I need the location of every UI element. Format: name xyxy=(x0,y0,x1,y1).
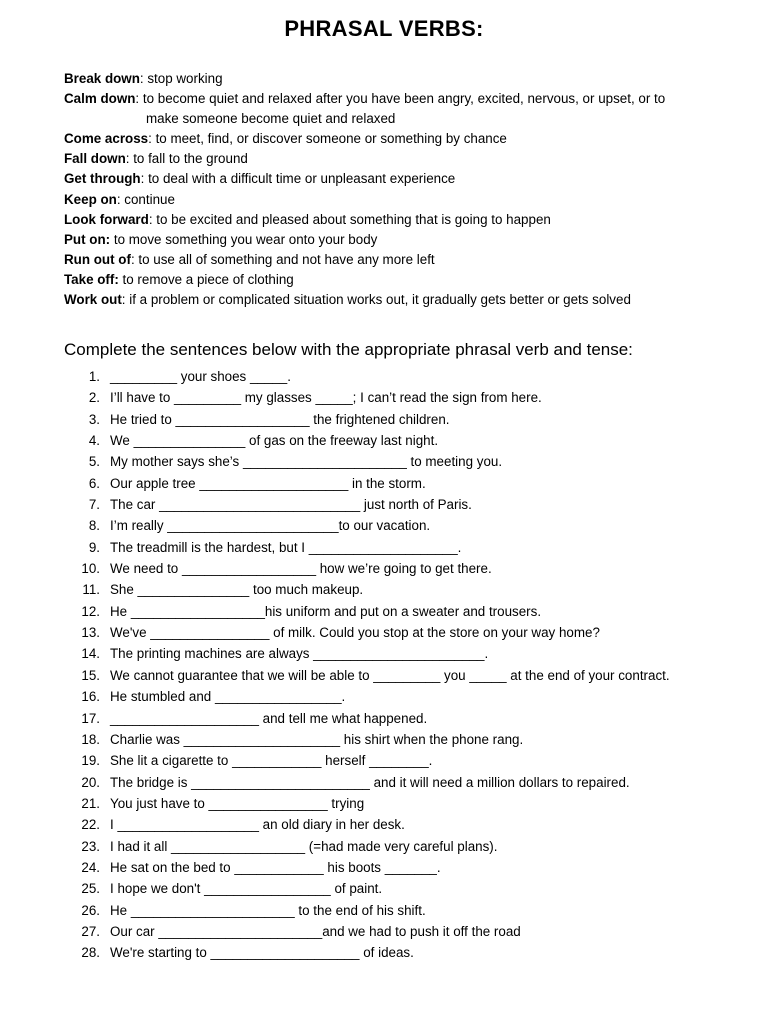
sentence-number: 10. xyxy=(81,561,100,577)
sentence-item xyxy=(0,643,768,664)
sentence-text: He sat on the bed to ____________ his boots _______. xyxy=(110,859,441,875)
definition-item xyxy=(64,290,744,310)
definition-term: Take off: xyxy=(64,271,119,287)
definition-text: to remove a piece of clothing xyxy=(122,271,294,287)
sentence-text: I’m really _______________________to our vacation. xyxy=(110,518,431,534)
sentence-item xyxy=(0,515,768,536)
sentence-item xyxy=(0,772,768,793)
sentence-item xyxy=(0,366,768,387)
sentence-item xyxy=(0,451,768,472)
sentence-item xyxy=(0,942,768,963)
definition-separator: : xyxy=(140,171,149,187)
sentence-number: 2. xyxy=(88,390,100,406)
definition-text: to deal with a difficult time or unpleasant experience xyxy=(148,171,456,187)
sentence-number: 15. xyxy=(81,667,100,683)
sentence-number: 17. xyxy=(81,710,100,726)
definition-term: Fall down xyxy=(64,151,126,167)
definition-term: Work out xyxy=(64,292,122,308)
definition-item xyxy=(64,210,744,230)
definition-item xyxy=(64,169,744,189)
sentence-text: He __________________his uniform and put on a sweater and trousers. xyxy=(110,603,542,619)
definition-item xyxy=(64,69,744,89)
sentence-number: 19. xyxy=(81,753,100,769)
definition-term: Put on: xyxy=(64,231,111,247)
sentence-item xyxy=(0,430,768,451)
definition-item xyxy=(64,149,744,169)
definition-term: Keep on xyxy=(64,191,117,207)
page-title: PHRASAL VERBS: xyxy=(284,16,484,41)
definition-item xyxy=(64,250,744,270)
sentence-text: Our car ______________________and we had to push it off the road xyxy=(110,923,521,939)
definition-item xyxy=(64,230,744,250)
sentence-item xyxy=(0,601,768,622)
sentence-number: 11. xyxy=(82,582,100,598)
sentence-text: He ______________________ to the end of his shift. xyxy=(110,902,426,918)
sentence-number: 26. xyxy=(81,902,100,918)
sentence-item xyxy=(0,793,768,814)
sentence-number: 4. xyxy=(88,433,100,449)
sentence-text: I ___________________ an old diary in her desk. xyxy=(110,817,405,833)
sentence-text: He tried to __________________ the frightened children. xyxy=(110,411,450,427)
definition-text: stop working xyxy=(147,71,223,86)
sentence-item xyxy=(0,665,768,686)
sentence-item xyxy=(0,814,768,835)
sentence-item xyxy=(0,558,768,579)
sentence-text: The car ___________________________ just north of Paris. xyxy=(110,497,472,513)
definition-continuation: make someone become quiet and relaxed xyxy=(146,111,396,127)
sentence-item xyxy=(0,836,768,857)
definition-term: Get through xyxy=(64,171,141,187)
sentence-item xyxy=(0,878,768,899)
sentence-text: She lit a cigarette to ____________ herself ________. xyxy=(110,753,433,769)
sentence-text: We're starting to ____________________ of ideas. xyxy=(110,945,414,961)
sentence-text: The bridge is ________________________ and it will need a million dollars to repaired. xyxy=(110,774,630,790)
sentence-text: Our apple tree ____________________ in the storm. xyxy=(110,475,426,491)
sentence-number: 8. xyxy=(88,518,100,534)
sentence-item xyxy=(0,622,768,643)
sentence-item xyxy=(0,750,768,771)
definition-separator: : xyxy=(135,91,143,107)
definition-item xyxy=(64,89,744,129)
sentence-number: 21. xyxy=(81,795,100,811)
sentence-item xyxy=(0,494,768,515)
sentence-number: 14. xyxy=(81,646,100,662)
sentence-item xyxy=(0,857,768,878)
definition-separator: : xyxy=(116,191,125,207)
definition-separator: : xyxy=(125,151,134,167)
sentence-number: 28. xyxy=(81,945,100,961)
definition-term: Look forward xyxy=(64,211,149,227)
sentence-number: 13. xyxy=(81,625,100,641)
definition-text: continue xyxy=(124,191,175,207)
sentence-item xyxy=(0,686,768,707)
sentence-item xyxy=(0,473,768,494)
definition-item xyxy=(64,190,744,210)
sentence-item xyxy=(0,708,768,729)
definition-separator: : xyxy=(148,211,157,227)
sentence-text: We cannot guarantee that we will be able to _________ you _____ at the end of your contract. xyxy=(110,667,670,683)
sentence-number: 3. xyxy=(88,411,100,427)
definition-term: Break down xyxy=(64,71,140,86)
sentence-item xyxy=(0,409,768,430)
definition-term: Calm down xyxy=(64,91,136,107)
sentence-number: 12. xyxy=(81,603,100,619)
sentence-number: 27. xyxy=(81,923,100,939)
sentence-text: I had it all __________________ (=had made very careful plans). xyxy=(110,838,498,854)
sentence-text: My mother says she’s ______________________ to meeting you. xyxy=(110,454,503,470)
sentence-number: 6. xyxy=(88,475,100,491)
definition-text: to meet, find, or discover someone or something by chance xyxy=(155,131,507,147)
definitions-list xyxy=(64,69,744,310)
sentence-list xyxy=(0,366,768,964)
sentence-text: We _______________ of gas on the freeway last night. xyxy=(110,433,439,449)
sentence-item xyxy=(0,900,768,921)
sentence-text: She _______________ too much makeup. xyxy=(110,582,364,598)
definition-text: if a problem or complicated situation works out, it gradually gets better or gets solved xyxy=(129,292,631,308)
instructions: Complete the sentences below with the appropriate phrasal verb and tense: xyxy=(64,340,633,359)
sentence-text: You just have to ________________ trying xyxy=(110,795,365,811)
definition-item xyxy=(64,129,744,149)
sentence-number: 23. xyxy=(81,838,100,854)
sentence-text: He stumbled and _________________. xyxy=(110,689,346,705)
sentence-item xyxy=(0,387,768,408)
sentence-text: The printing machines are always _______________________. xyxy=(110,646,489,662)
definition-separator: : xyxy=(148,131,156,147)
sentence-text: The treadmill is the hardest, but I ____________________. xyxy=(110,539,462,555)
sentence-text: ____________________ and tell me what happened. xyxy=(110,710,428,726)
sentence-number: 16. xyxy=(81,689,100,705)
definition-text: to become quiet and relaxed after you have been angry, excited, nervous, or upset, or to xyxy=(142,91,666,107)
sentence-number: 20. xyxy=(81,774,100,790)
definition-term: Run out of xyxy=(64,251,131,267)
definition-item xyxy=(64,270,744,290)
definition-text: to be excited and pleased about something that is going to happen xyxy=(156,211,551,227)
definition-text: to fall to the ground xyxy=(133,151,248,167)
sentence-number: 7. xyxy=(88,497,100,513)
sentence-item xyxy=(0,921,768,942)
definition-separator: : xyxy=(121,292,130,308)
sentence-text: Charlie was _____________________ his shirt when the phone rang. xyxy=(110,731,524,747)
sentence-item xyxy=(0,729,768,750)
sentence-number: 22. xyxy=(81,817,100,833)
sentence-text: I hope we don't _________________ of paint. xyxy=(110,881,383,897)
sentence-text: I’ll have to _________ my glasses _____; I can’t read the sign from here. xyxy=(110,390,542,406)
sentence-text: We need to __________________ how we’re going to get there. xyxy=(110,561,492,577)
sentence-text: _________ your shoes _____. xyxy=(110,369,291,384)
sentence-item xyxy=(0,537,768,558)
sentence-text: We've ________________ of milk. Could you stop at the store on your way home? xyxy=(110,625,600,641)
sentence-number: 1. xyxy=(88,369,100,384)
definition-term: Come across xyxy=(64,131,149,147)
sentence-item xyxy=(0,579,768,600)
sentence-number: 25. xyxy=(81,881,100,897)
sentence-number: 24. xyxy=(81,859,100,875)
definition-text: to use all of something and not have any more left xyxy=(138,251,435,267)
sentence-number: 18. xyxy=(81,731,100,747)
sentence-number: 5. xyxy=(88,454,100,470)
definition-text: to move something you wear onto your body xyxy=(113,231,378,247)
sentence-number: 9. xyxy=(88,539,100,555)
definition-separator: : xyxy=(139,71,148,86)
definition-separator: : xyxy=(130,251,139,267)
